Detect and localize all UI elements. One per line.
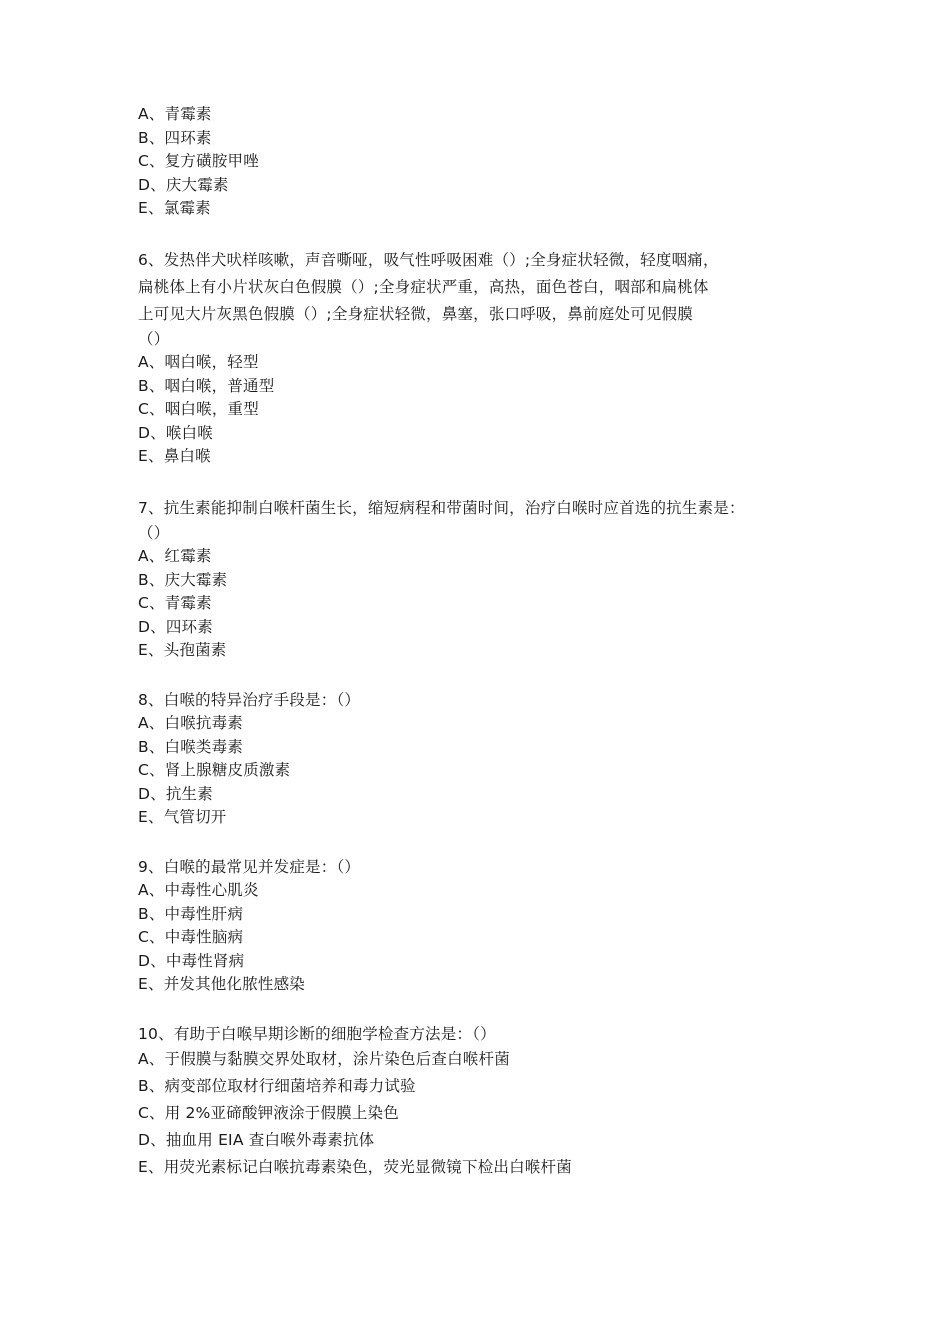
question-text-line: （） bbox=[138, 329, 170, 348]
question-5-options bbox=[138, 103, 818, 221]
option-e: E、头孢菌素 bbox=[138, 641, 227, 659]
option-c: C、肾上腺糖皮质激素 bbox=[138, 761, 291, 779]
option-a: A、中毒性心肌炎 bbox=[138, 881, 259, 899]
option-e: E、并发其他化脓性感染 bbox=[138, 975, 305, 993]
question-text-line: 9、白喉的最常见并发症是：（） bbox=[138, 857, 361, 876]
option-c: C、青霉素 bbox=[138, 594, 212, 612]
option-b: B、病变部位取材行细菌培养和毒力试验 bbox=[138, 1077, 416, 1095]
option-d: D、中毒性肾病 bbox=[138, 951, 245, 970]
question-text-line: 6、发热伴犬吠样咳嗽，声音嘶哑，吸气性呼吸困难（）;全身症状轻微，轻度咽痛， bbox=[138, 250, 719, 269]
option-e: E、鼻白喉 bbox=[138, 447, 211, 465]
option-b: B、咽白喉，普通型 bbox=[138, 376, 275, 395]
option-e: E、用荧光素标记白喉抗毒素染色，荧光显微镜下检出白喉杆菌 bbox=[138, 1158, 572, 1176]
option-b: B、庆大霉素 bbox=[138, 570, 228, 589]
question-text-line: 上可见大片灰黑色假膜（）;全身症状轻微，鼻塞，张口呼吸，鼻前庭处可见假膜 bbox=[138, 304, 693, 323]
option-b: B、四环素 bbox=[138, 128, 212, 147]
question-8 bbox=[138, 689, 818, 830]
question-6 bbox=[138, 247, 818, 469]
question-text-line: 7、抗生素能抑制白喉杆菌生长，缩短病程和带菌时间，治疗白喉时应首选的抗生素是： bbox=[138, 498, 745, 517]
option-d: D、庆大霉素 bbox=[138, 175, 229, 194]
question-text-line: 扁桃体上有小片状灰白色假膜（）;全身症状严重，高热，面色苍白，咽部和扁桃体 bbox=[138, 277, 709, 296]
option-b: B、白喉类毒素 bbox=[138, 737, 244, 756]
option-a: A、白喉抗毒素 bbox=[138, 714, 244, 732]
question-text-line: （） bbox=[138, 523, 170, 542]
option-e: E、气管切开 bbox=[138, 808, 227, 826]
question-9 bbox=[138, 856, 818, 997]
option-c: C、咽白喉，重型 bbox=[138, 400, 259, 418]
option-d: D、抽血用 EIA 查白喉外毒素抗体 bbox=[138, 1131, 375, 1149]
option-a: A、红霉素 bbox=[138, 547, 212, 565]
option-c: C、中毒性脑病 bbox=[138, 928, 244, 946]
option-c: C、复方磺胺甲唑 bbox=[138, 152, 259, 170]
question-text-line: 10、有助于白喉早期诊断的细胞学检查方法是：（） bbox=[138, 1024, 496, 1043]
option-a: A、青霉素 bbox=[138, 105, 212, 123]
question-text-line: 8、白喉的特异治疗手段是：（） bbox=[138, 690, 361, 709]
option-c: C、用 2%亚碲酸钾液涂于假膜上染色 bbox=[138, 1104, 399, 1122]
question-10 bbox=[138, 1023, 818, 1182]
option-d: D、抗生素 bbox=[138, 784, 213, 803]
option-e: E、氯霉素 bbox=[138, 199, 211, 217]
option-d: D、四环素 bbox=[138, 617, 213, 636]
question-7 bbox=[138, 495, 818, 663]
document-page bbox=[138, 103, 818, 1181]
option-a: A、咽白喉，轻型 bbox=[138, 353, 259, 371]
option-d: D、喉白喉 bbox=[138, 423, 213, 442]
option-b: B、中毒性肝病 bbox=[138, 904, 244, 923]
option-a: A、于假膜与黏膜交界处取材，涂片染色后查白喉杆菌 bbox=[138, 1050, 510, 1068]
